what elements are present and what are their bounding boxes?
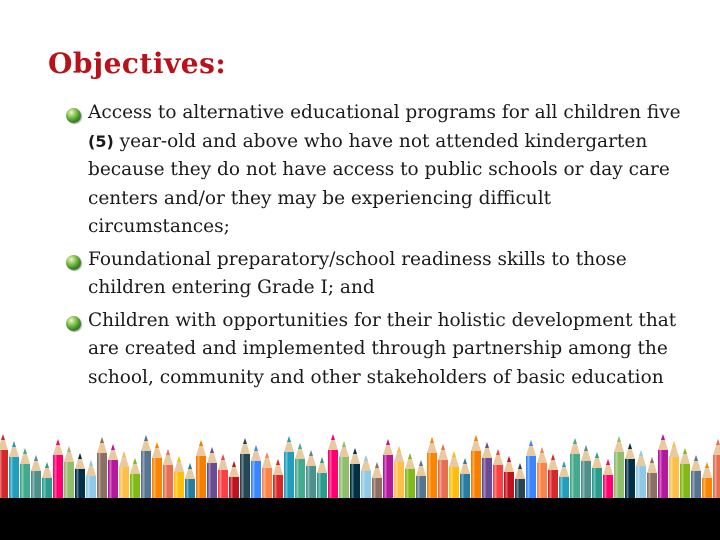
bullet-1-number: (5) xyxy=(88,131,114,151)
green-sphere-bullet-icon xyxy=(66,255,81,270)
bullet-1-text-after: year-old and above who have not attended kindergarten because they do not have access to public schools or day care centers and/or they may be experiencing difficult circumstances; xyxy=(88,130,670,237)
green-sphere-bullet-icon xyxy=(66,108,81,123)
footer-band xyxy=(0,498,720,540)
list-item xyxy=(66,307,696,393)
bullet-3-text: Children with opportunities for their holistic development that are created and implemented through partnership among the school, community and other stakeholders of basic education xyxy=(88,309,677,388)
colored-pencils-image xyxy=(0,420,720,540)
list-item xyxy=(66,246,696,303)
list-item xyxy=(66,99,696,242)
bullet-1-text: Access to alternative educational programs for all children five xyxy=(88,102,681,123)
slide-title: Objectives: xyxy=(48,47,227,80)
green-sphere-bullet-icon xyxy=(66,316,81,331)
objectives-list xyxy=(66,99,696,396)
bullet-2-text: Foundational preparatory/school readiness skills to those children entering Grade I; and xyxy=(88,248,627,298)
